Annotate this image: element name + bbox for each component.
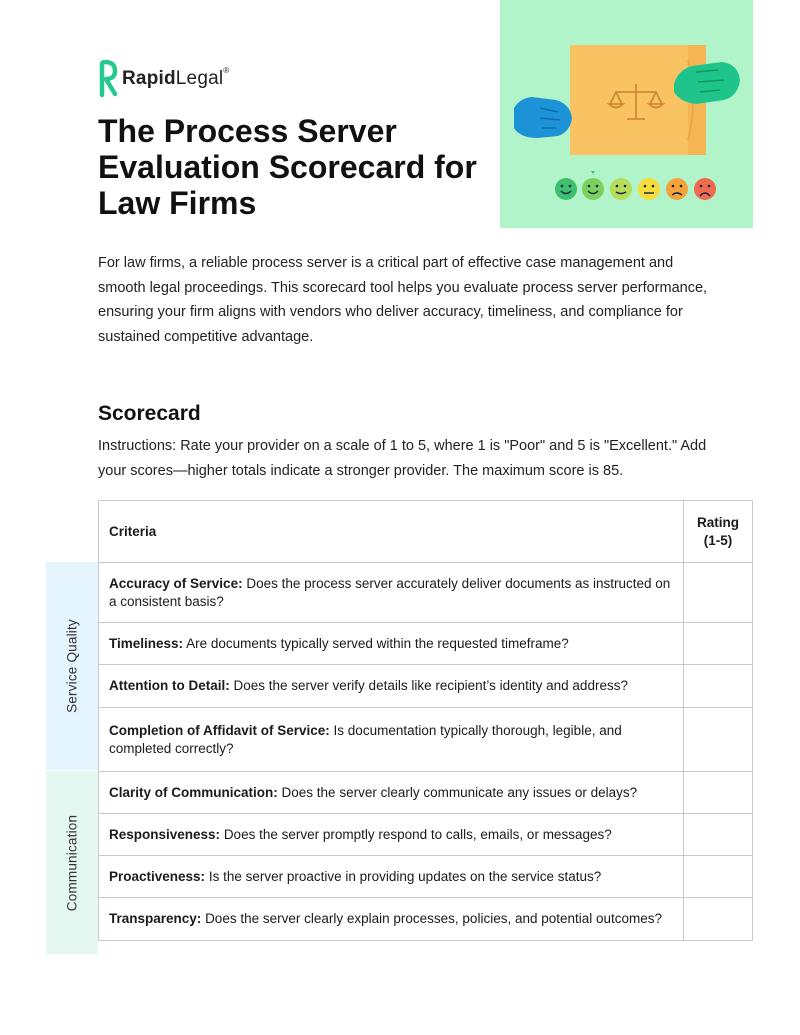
intro-paragraph: For law firms, a reliable process server is a critical part of effective case management and smooth legal proceedings. This scorecard tool helps you evaluate process server performance, ensuring your firm aligns with vendors who deliver accuracy, timeliness, and compliance for sustained competitive advantage.	[98, 255, 708, 345]
criteria-question: Does the process server accurately deliver documents as instructed on a consistent basis?	[109, 575, 671, 609]
criteria-cell	[99, 665, 684, 708]
criteria-question: Does the server verify details like recipient’s identity and address?	[233, 678, 628, 693]
hero-illustration	[500, 0, 753, 228]
rating-cell[interactable]	[684, 708, 753, 772]
rating-cell[interactable]	[684, 814, 753, 856]
criteria-question: Does the server clearly communicate any issues or delays?	[281, 784, 638, 800]
scorecard-heading: Scorecard	[98, 402, 201, 425]
criteria-cell	[99, 623, 684, 665]
table-row	[99, 665, 753, 708]
rating-cell[interactable]	[684, 563, 753, 623]
criteria-question: Is the server proactive in providing updates on the service status?	[208, 868, 602, 884]
page-title: The Process Server Evaluation Scorecard for Law Firms	[98, 113, 477, 221]
table-row	[99, 563, 753, 623]
section-band-service-quality	[46, 562, 98, 770]
criteria-question: Is documentation typically thorough, legible, and completed correctly?	[109, 722, 622, 756]
rating-cell[interactable]	[684, 623, 753, 665]
left-hand-icon	[514, 97, 572, 138]
rating-cell[interactable]	[684, 772, 753, 814]
table-header-row	[99, 501, 753, 563]
table-row	[99, 772, 753, 814]
criteria-question: Are documents typically served within the requested timeframe?	[186, 635, 569, 651]
table-row	[99, 814, 753, 856]
criteria-question: Does the server clearly explain processes, policies, and potential outcomes?	[205, 911, 663, 926]
criteria-name: Completion of Affidavit of Service:	[109, 722, 330, 738]
section-label: Communication	[64, 814, 80, 911]
table-row	[99, 708, 753, 772]
rating-cell[interactable]	[684, 665, 753, 708]
table-row	[99, 623, 753, 665]
section-band-communication	[46, 771, 98, 954]
rapidlegal-r-icon	[98, 60, 118, 98]
criteria-cell	[99, 708, 684, 772]
criteria-column-header: Criteria	[99, 501, 684, 563]
criteria-name: Timeliness:	[109, 635, 184, 651]
criteria-name: Attention to Detail:	[109, 678, 230, 693]
criteria-name: Responsiveness:	[109, 826, 221, 842]
criteria-cell	[99, 563, 684, 623]
criteria-name: Proactiveness:	[109, 868, 206, 884]
criteria-cell	[99, 814, 684, 856]
table-row	[99, 856, 753, 898]
scorecard-table	[98, 500, 753, 941]
criteria-name: Accuracy of Service:	[109, 575, 243, 591]
criteria-cell	[99, 898, 684, 941]
scorecard-instructions: Instructions: Rate your provider on a scale of 1 to 5, where 1 is "Poor" and 5 is "Excellent." Add your scores—higher totals indicate a stronger provider. The maximum score is 85.	[98, 438, 707, 479]
rating-column-header: Rating (1-5)	[684, 501, 753, 563]
criteria-name: Transparency:	[109, 911, 202, 926]
section-label: Service Quality	[64, 619, 80, 713]
rating-cell[interactable]	[684, 856, 753, 898]
rating-faces-icon	[555, 171, 716, 200]
criteria-cell	[99, 772, 684, 814]
criteria-question: Does the server promptly respond to calls, emails, or messages?	[223, 826, 612, 842]
brand-name: RapidLegal®	[122, 66, 230, 89]
brand-logo	[98, 60, 229, 98]
table-row	[99, 898, 753, 941]
rating-cell[interactable]	[684, 898, 753, 941]
criteria-name: Clarity of Communication:	[109, 784, 278, 800]
criteria-cell	[99, 856, 684, 898]
